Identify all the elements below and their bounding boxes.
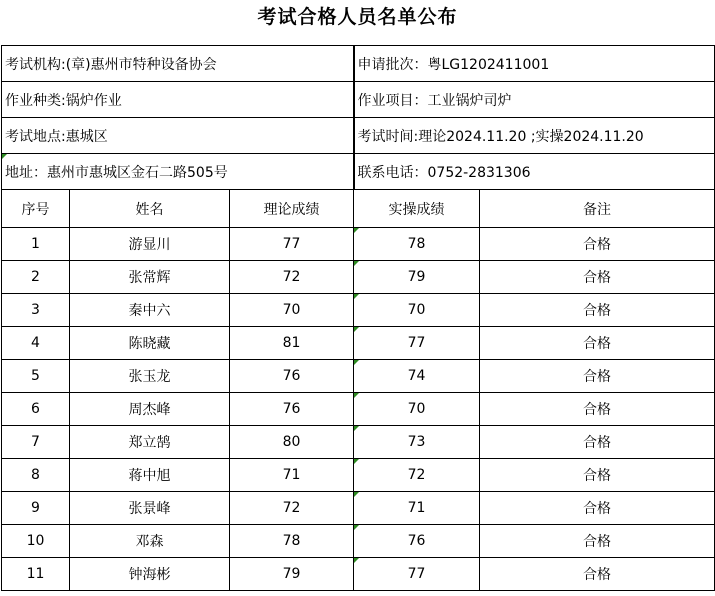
cell-name: 秦中六	[70, 294, 230, 327]
cell-practice: 77	[354, 327, 480, 360]
cell-name: 郑立鹄	[70, 426, 230, 459]
info-row-4	[2, 154, 715, 190]
cell-seq: 1	[2, 228, 70, 261]
cell-name: 钟海彬	[70, 558, 230, 591]
results-table	[1, 45, 715, 591]
table-row	[2, 327, 715, 360]
cell-practice: 78	[354, 228, 480, 261]
cell-remark: 合格	[480, 426, 715, 459]
cell-name: 张常辉	[70, 261, 230, 294]
cell-remark: 合格	[480, 294, 715, 327]
cell-practice: 70	[354, 393, 480, 426]
cell-name: 蒋中旭	[70, 459, 230, 492]
table-header-row	[2, 190, 715, 228]
cell-theory: 78	[230, 525, 354, 558]
cell-name: 陈晓藏	[70, 327, 230, 360]
cell-remark: 合格	[480, 228, 715, 261]
cell-theory: 77	[230, 228, 354, 261]
work-item: 作业项目：工业锅炉司炉	[354, 82, 715, 118]
cell-name: 游显川	[70, 228, 230, 261]
cell-theory: 72	[230, 492, 354, 525]
cell-remark: 合格	[480, 525, 715, 558]
table-row	[2, 426, 715, 459]
cell-name: 张景峰	[70, 492, 230, 525]
cell-seq: 6	[2, 393, 70, 426]
header-name: 姓名	[70, 190, 230, 228]
cell-practice: 72	[354, 459, 480, 492]
cell-practice: 74	[354, 360, 480, 393]
table-row	[2, 360, 715, 393]
cell-theory: 79	[230, 558, 354, 591]
table-row	[2, 294, 715, 327]
cell-theory: 76	[230, 360, 354, 393]
address: 地址：惠州市惠城区金石二路505号	[2, 154, 354, 190]
exam-time: 考试时间:理论2024.11.20 ;实操2024.11.20	[354, 118, 715, 154]
header-remark: 备注	[480, 190, 715, 228]
contact-phone: 联系电话：0752-2831306	[354, 154, 715, 190]
cell-practice: 70	[354, 294, 480, 327]
cell-remark: 合格	[480, 360, 715, 393]
cell-theory: 81	[230, 327, 354, 360]
header-practice: 实操成绩	[354, 190, 480, 228]
info-row-1	[2, 46, 715, 82]
cell-practice: 79	[354, 261, 480, 294]
table-row	[2, 459, 715, 492]
cell-practice: 77	[354, 558, 480, 591]
page-title: 考试合格人员名单公布	[257, 6, 458, 28]
cell-seq: 9	[2, 492, 70, 525]
work-category: 作业种类:锅炉作业	[2, 82, 354, 118]
cell-practice: 73	[354, 426, 480, 459]
cell-remark: 合格	[480, 393, 715, 426]
cell-seq: 5	[2, 360, 70, 393]
table-row	[2, 492, 715, 525]
header-seq: 序号	[2, 190, 70, 228]
cell-remark: 合格	[480, 327, 715, 360]
cell-seq: 10	[2, 525, 70, 558]
table-row	[2, 525, 715, 558]
exam-org: 考试机构:(章)惠州市特种设备协会	[2, 46, 354, 82]
info-row-2	[2, 82, 715, 118]
cell-theory: 76	[230, 393, 354, 426]
cell-name: 张玉龙	[70, 360, 230, 393]
table-row	[2, 261, 715, 294]
cell-theory: 80	[230, 426, 354, 459]
cell-remark: 合格	[480, 459, 715, 492]
cell-remark: 合格	[480, 261, 715, 294]
exam-location: 考试地点:惠城区	[2, 118, 354, 154]
cell-seq: 8	[2, 459, 70, 492]
cell-theory: 71	[230, 459, 354, 492]
table-row	[2, 228, 715, 261]
cell-seq: 7	[2, 426, 70, 459]
cell-name: 邓森	[70, 525, 230, 558]
cell-remark: 合格	[480, 558, 715, 591]
cell-theory: 72	[230, 261, 354, 294]
table-row	[2, 558, 715, 591]
cell-seq: 3	[2, 294, 70, 327]
application-batch: 申请批次：粤LG1202411001	[354, 46, 715, 82]
cell-seq: 2	[2, 261, 70, 294]
cell-seq: 4	[2, 327, 70, 360]
cell-theory: 70	[230, 294, 354, 327]
info-row-3	[2, 118, 715, 154]
cell-seq: 11	[2, 558, 70, 591]
header-theory: 理论成绩	[230, 190, 354, 228]
table-row	[2, 393, 715, 426]
cell-remark: 合格	[480, 492, 715, 525]
cell-practice: 76	[354, 525, 480, 558]
cell-name: 周杰峰	[70, 393, 230, 426]
cell-practice: 71	[354, 492, 480, 525]
